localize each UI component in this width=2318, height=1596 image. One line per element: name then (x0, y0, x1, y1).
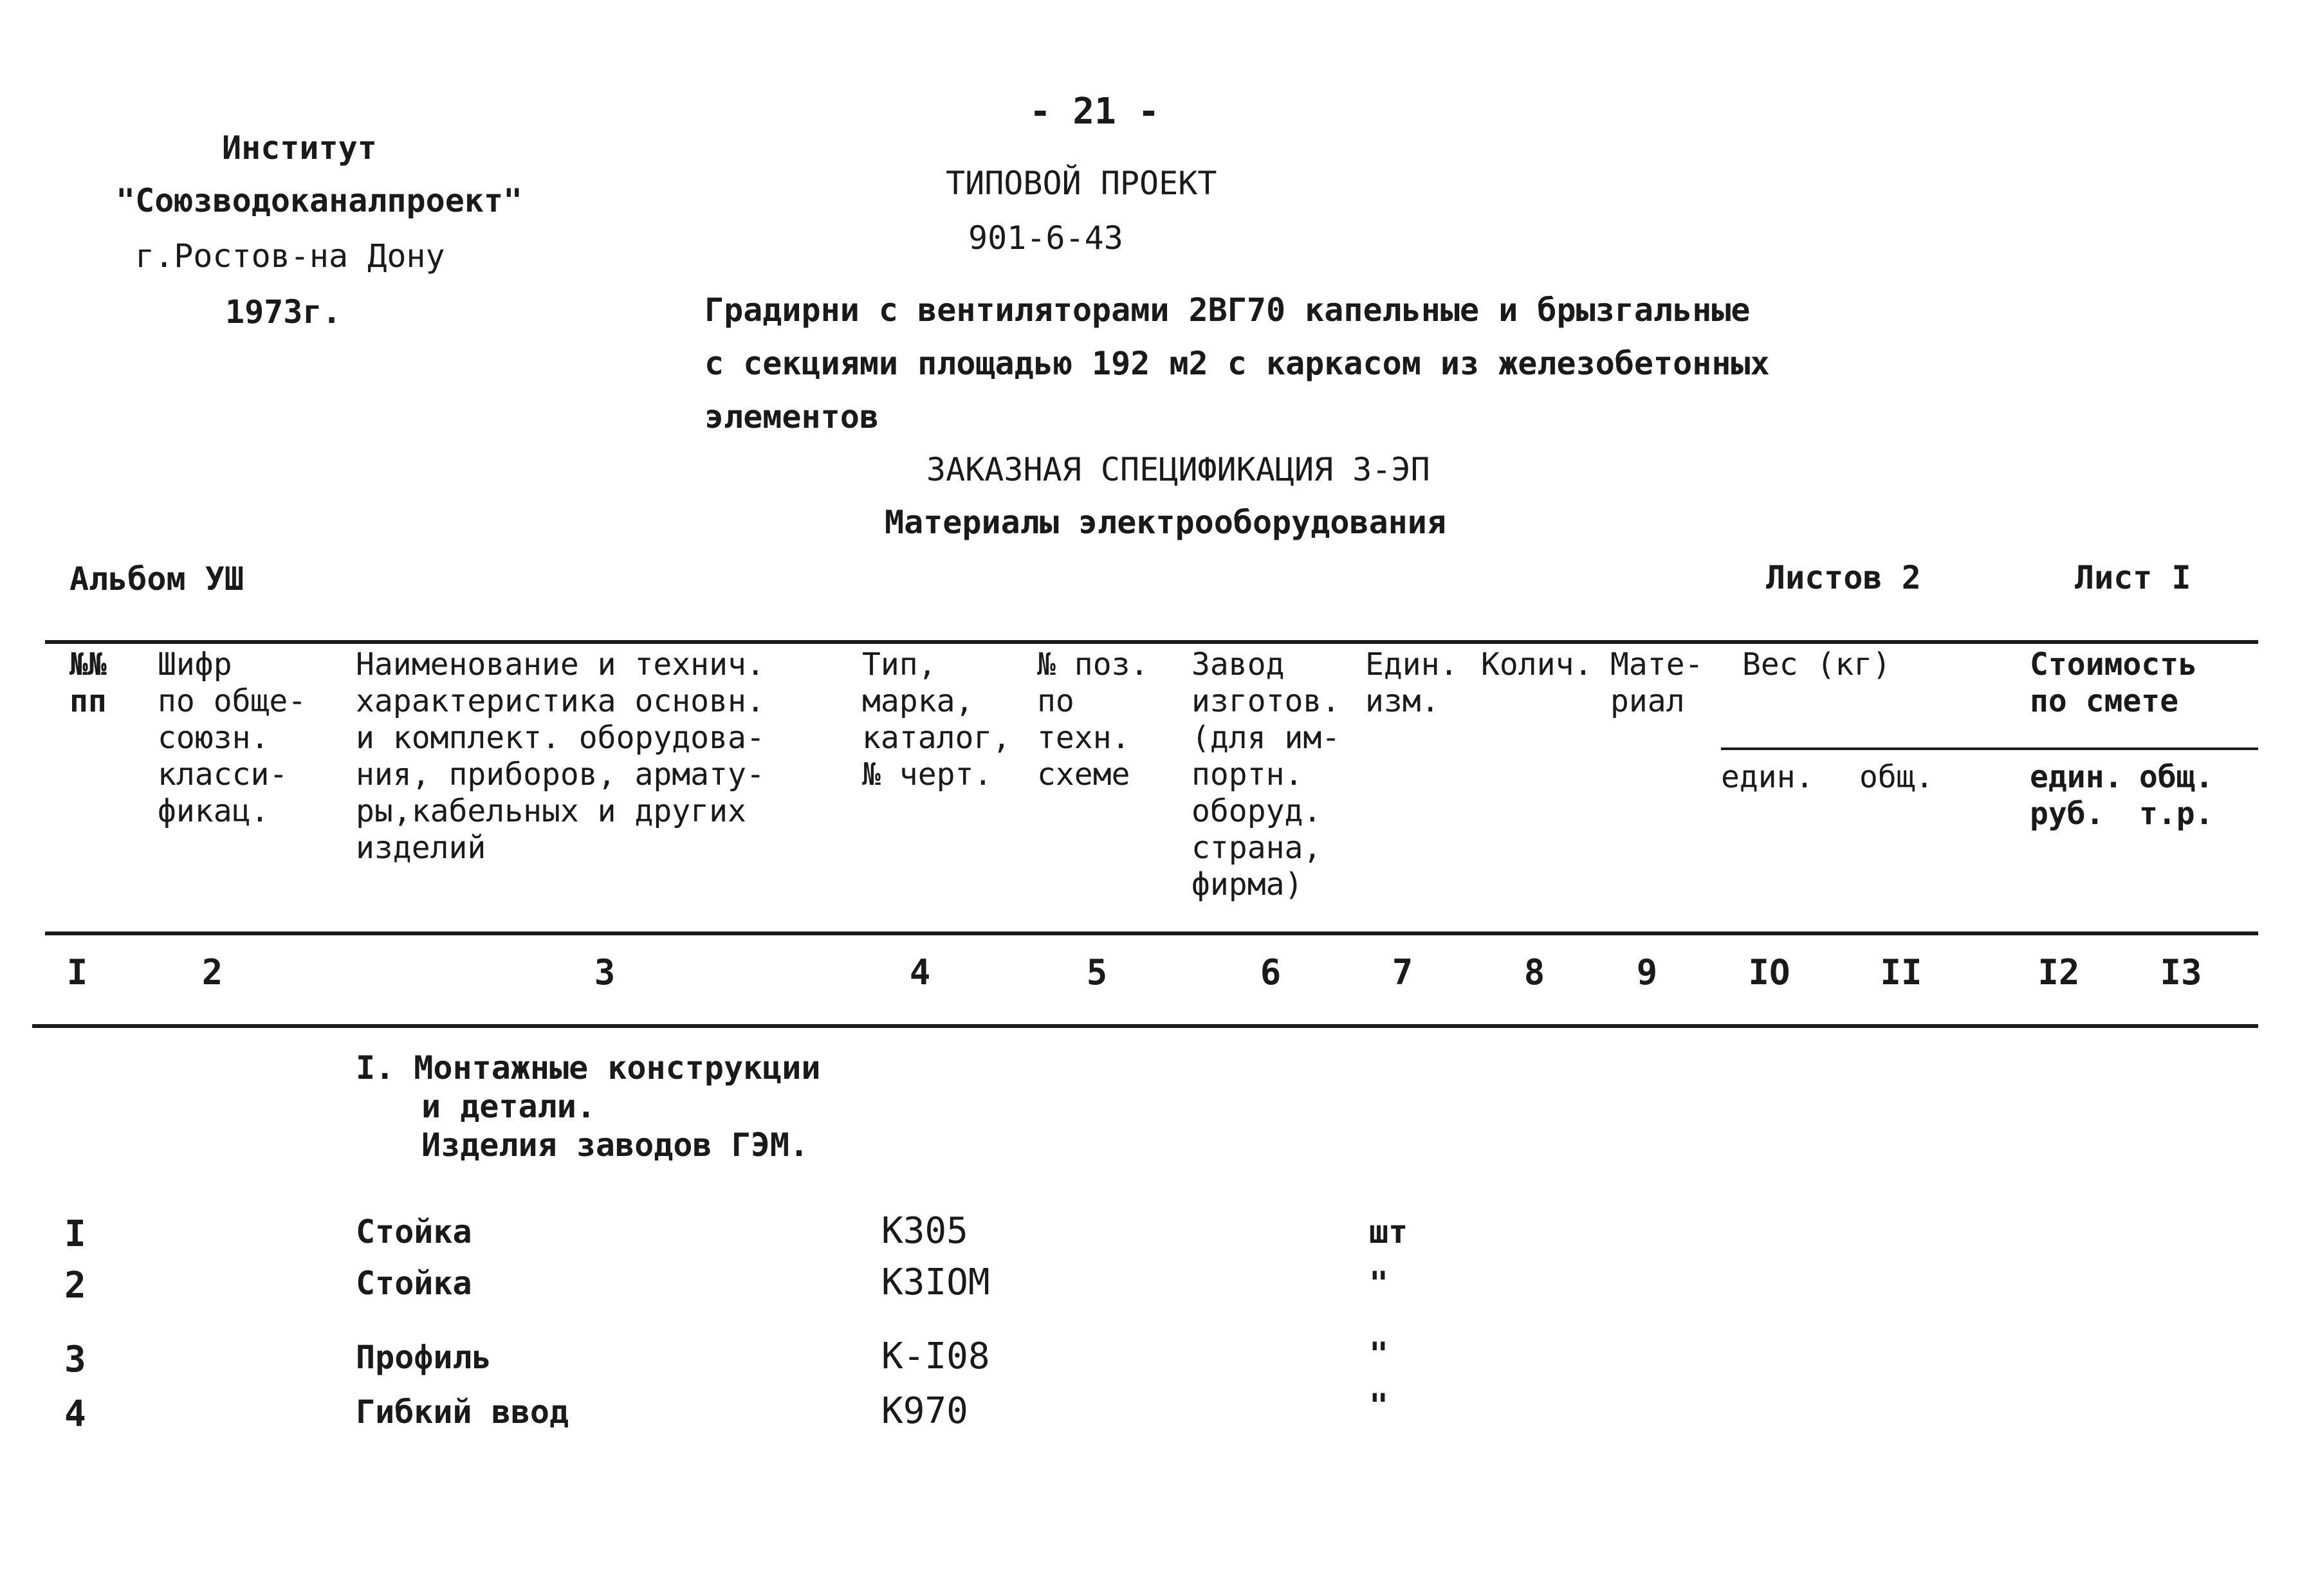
header-col-unit: Един. изм. (1365, 647, 1458, 719)
row-type: К305 (881, 1210, 968, 1252)
page-number: - 21 - (1029, 91, 1160, 133)
col-number-2: 2 (201, 952, 223, 993)
institute-name: Институт (222, 129, 377, 167)
header-col-position: № поз. по техн. схеме (1037, 647, 1149, 793)
row-type: К970 (881, 1390, 968, 1432)
institute-city: г.Ростов-на Дону (135, 237, 445, 275)
row-type: К-I08 (881, 1335, 990, 1377)
col-number-5: 5 (1086, 952, 1108, 993)
row-number: I (64, 1213, 86, 1255)
sheets-total: Листов 2 (1766, 559, 1921, 596)
col-number-8: 8 (1523, 952, 1545, 993)
header-col-code: Шифр по обще- союзн. класси- фикац. (158, 647, 307, 829)
row-name: Профиль (356, 1339, 492, 1376)
sheet-number: Лист I (2075, 559, 2191, 596)
header-col-type: Тип, марка, каталог, № черт. (862, 647, 1011, 793)
header-col-weight-unit: един. (1721, 759, 1814, 795)
header-col-cost-unit: един. руб. (2030, 759, 2123, 832)
col-number-10: IO (1748, 952, 1790, 993)
project-title-line2: с секциями площадью 192 м2 с каркасом из железобетонных (704, 345, 1770, 382)
section-heading-line1: I. Монтажные конструкции (356, 1049, 821, 1087)
row-unit: шт (1369, 1213, 1408, 1251)
header-col-weight-total: общ. (1859, 759, 1934, 795)
col-number-4: 4 (909, 952, 931, 993)
institute-org: "Союзводоканалпроект" (116, 182, 523, 219)
header-col-cost-total: общ. т.р. (2139, 759, 2214, 832)
project-label: ТИПОВОЙ ПРОЕКТ (946, 165, 1217, 202)
col-number-1: I (66, 952, 88, 993)
row-number: 2 (64, 1265, 86, 1307)
col-number-3: 3 (594, 952, 616, 993)
album-label: Альбом УШ (69, 560, 244, 598)
table-top-rule (45, 640, 2258, 644)
project-title-line1: Градирни с вентиляторами 2ВГ70 капельные и брызгальные (704, 291, 1751, 329)
col-number-12: I2 (2037, 952, 2080, 993)
row-number: 4 (64, 1393, 86, 1435)
header-col-name: Наименование и технич. характеристика основн. и комплект. оборудова- ния, приборов, армату- ры,кабельных и других изделий (356, 647, 765, 866)
row-number: 3 (64, 1339, 86, 1380)
header-col-cost: Стоимость по смете (2030, 647, 2198, 719)
col-number-7: 7 (1392, 952, 1413, 993)
header-bottom-rule (45, 931, 2258, 935)
col-number-9: 9 (1636, 952, 1658, 993)
row-unit: " (1369, 1387, 1389, 1424)
institute-year: 1973г. (225, 293, 342, 331)
col-number-13: I3 (2160, 952, 2202, 993)
header-col-material: Мате- риал (1610, 647, 1704, 719)
section-heading-line2: и детали. (421, 1088, 596, 1125)
spec-title: ЗАКАЗНАЯ СПЕЦИФИКАЦИЯ 3-ЭП (926, 451, 1430, 488)
project-title-line3: элементов (704, 398, 879, 436)
spec-subtitle: Материалы электрооборудования (885, 504, 1446, 541)
col-number-6: 6 (1260, 952, 1282, 993)
header-col-quantity: Колич. (1481, 647, 1593, 683)
row-name: Гибкий ввод (356, 1393, 569, 1431)
row-unit: " (1369, 1335, 1389, 1373)
weight-cost-subrule (1721, 748, 2258, 750)
section-heading-line3: Изделия заводов ГЭМ. (421, 1126, 809, 1164)
header-col-number: №№ пп (69, 647, 107, 719)
col-number-11: II (1880, 952, 1922, 993)
header-col-weight: Вес (кг) (1742, 647, 1891, 683)
project-code: 901-6-43 (968, 219, 1123, 257)
row-unit: " (1369, 1265, 1389, 1302)
header-col-factory: Завод изготов. (для им- портн. оборуд. страна, фирма) (1191, 647, 1341, 903)
numbers-bottom-rule (32, 1024, 2258, 1028)
row-name: Стойка (356, 1213, 472, 1251)
row-name: Стойка (356, 1265, 472, 1302)
row-type: К3IOМ (881, 1261, 990, 1303)
